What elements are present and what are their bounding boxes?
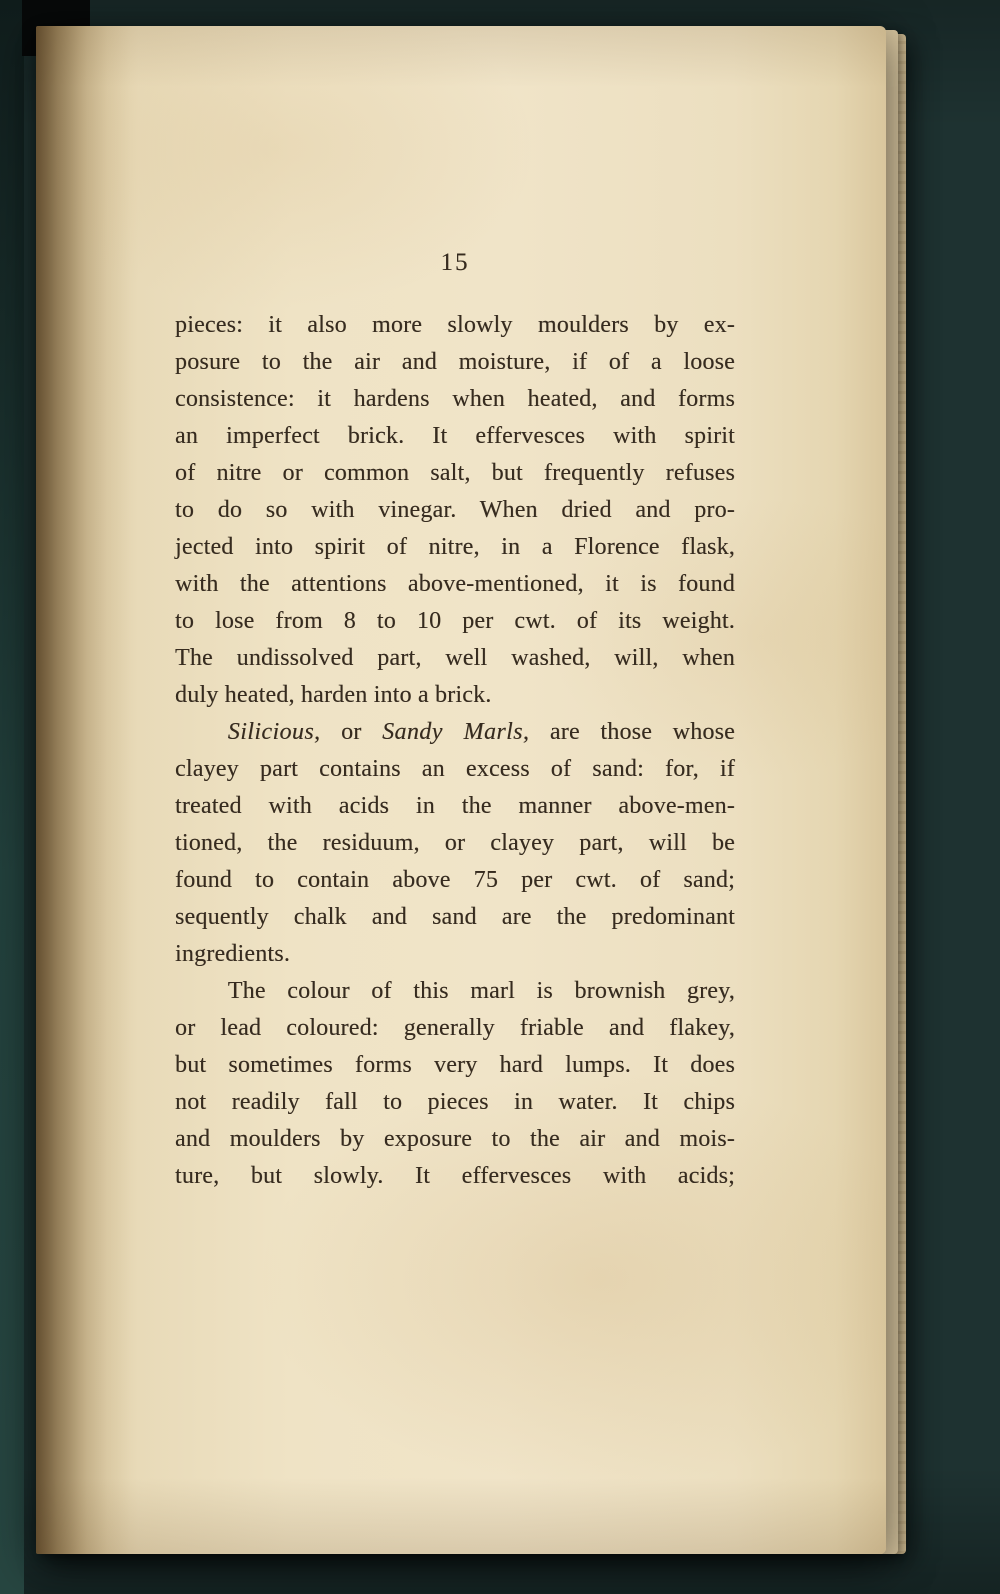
text-line: jected into spirit of nitre, in a Florence flask,: [175, 534, 735, 560]
text-line: The undissolved part, well washed, will, when: [175, 645, 735, 671]
text-line: not readily fall to pieces in water. It chips: [175, 1089, 735, 1115]
text-line: duly heated, harden into a brick.: [175, 682, 492, 708]
text-line: treated with acids in the manner above-men-: [175, 793, 735, 819]
text-line: pieces: it also more slowly moulders by ex-: [175, 312, 735, 338]
text-line: consistence: it hardens when heated, and forms: [175, 386, 735, 412]
text-line: [175, 714, 735, 751]
text-line: clayey part contains an excess of sand: for, if: [175, 756, 735, 782]
text-line: an imperfect brick. It effervesces with spirit: [175, 423, 735, 449]
text-line: sequently chalk and sand are the predominant: [175, 904, 735, 930]
text-line: to do so with vinegar. When dried and pro-: [175, 497, 735, 523]
text-line: ingredients.: [175, 941, 291, 967]
paragraph-3: [175, 973, 735, 1195]
text-line: but sometimes forms very hard lumps. It does: [175, 1052, 735, 1078]
text-segment: or: [320, 719, 383, 745]
paragraph-1: [175, 307, 735, 714]
page-text: [175, 244, 735, 1195]
scan-left-strip: [0, 0, 24, 1594]
text-line: found to contain above 75 per cwt. of sand;: [175, 867, 735, 893]
text-line: ture, but slowly. It effervesces with acids;: [175, 1163, 735, 1189]
text-line: of nitre or common salt, but frequently refuses: [175, 460, 735, 486]
text-segment: are those whose: [529, 719, 736, 745]
italic-term: Silicious,: [227, 719, 321, 745]
text-line: and moulders by exposure to the air and mois-: [175, 1126, 735, 1152]
paragraph-2: [175, 714, 735, 973]
text-line: posure to the air and moisture, if of a loose: [175, 349, 735, 375]
book-page: [36, 26, 886, 1554]
page-number: 15: [440, 249, 470, 276]
text-line: with the attentions above-mentioned, it is found: [175, 571, 735, 597]
text-line: The colour of this marl is brownish grey,: [227, 978, 735, 1004]
text-line: or lead coloured: generally friable and flakey,: [175, 1015, 735, 1041]
text-line: tioned, the residuum, or clayey part, will be: [175, 830, 735, 856]
text-line: to lose from 8 to 10 per cwt. of its weight.: [175, 608, 735, 634]
book-gutter-shadow: [36, 26, 131, 1554]
italic-term: Sandy Marls,: [382, 719, 530, 745]
